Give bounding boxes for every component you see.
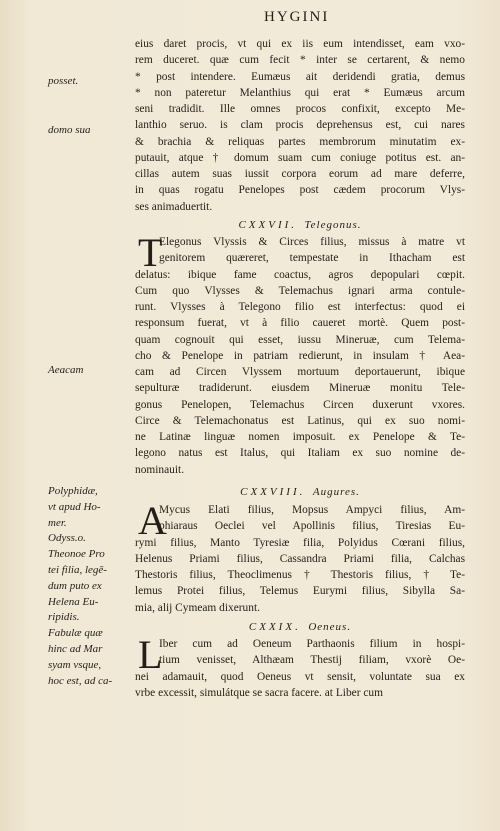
margin-line: Helena Eu- [48, 595, 99, 608]
section-heading-127 [135, 219, 465, 231]
text-line: nominauit. [135, 463, 185, 476]
text-line: Iber cum ad Oeneum Parthaonis filium in hospi- [159, 638, 465, 650]
text-line: * non pateretur Melanthius qui erat * Eumæus arcum [135, 86, 465, 99]
text-line: runt. Vlysses à Telegono filio est interfectus: quod ei [135, 301, 465, 313]
text-line: Cum quo Vlysses & Telemachus ignari arma contule- [135, 284, 465, 297]
margin-line: tei filia, legē- [48, 563, 107, 576]
text-line: in quas rogatu Penelopes post cædem procorum Vlys- [135, 184, 465, 197]
text-line: Helenus Priami filius, Cassandra Priami filia, Calchas [135, 552, 465, 565]
paragraph-telegonus [135, 230, 465, 478]
text-line: nei adamauit, quod Oeneus vt sensit, voluntate sua ex [135, 670, 465, 683]
section-heading-128 [135, 486, 465, 498]
drop-cap: A [138, 498, 167, 543]
margin-note: posset. [48, 75, 79, 87]
text-line: tium venisset, Althæam Thestij filiam, vxorè Oe- [159, 654, 465, 667]
text-line: phiaraus Oeclei vel Apollinis filius, Tiresias Eu- [159, 520, 465, 533]
section-number: CXXIX. [248, 621, 301, 633]
section-number: CXXVIII. [240, 486, 306, 498]
margin-line: vt apud Ho- [48, 500, 101, 513]
text-line: Elegonus Vlyssis & Circes filius, missus à matre vt [159, 236, 465, 248]
margin-note-block [48, 484, 132, 689]
running-header: HYGINI [264, 9, 330, 25]
margin-line: Polyphidæ, [48, 485, 98, 497]
margin-line: Odyss.o. [48, 532, 86, 545]
margin-line: syam vsque, [48, 658, 102, 671]
text-line: mia, alij Cymeam dixerunt. [135, 601, 260, 614]
text-line: ne Latinæ linguæ nomen imposuit. ex Penelope & Te- [135, 431, 465, 443]
margin-line: hoc est, ad ca- [48, 674, 113, 687]
margin-line: mer. [48, 516, 67, 529]
text-line: cillas autem suas iussit corpora eorum ad mare deferre, [135, 168, 465, 180]
text-line: vrbe excessit, simulátque se sacra facere. at Liber cum [135, 686, 383, 699]
section-number: CXXVII. [238, 219, 298, 231]
margin-line: Theonoe Pro [48, 548, 105, 561]
section-name: Augures. [312, 486, 360, 498]
text-line: eius daret procis, vt qui ex iis eum intendisset, eam vxo- [135, 38, 465, 50]
text-line: responsum fuerat, vt à filio caueret mortè. Quem post- [135, 317, 465, 330]
paragraph-augures [135, 498, 465, 616]
paragraph-odyssey-end [135, 36, 465, 215]
margin-note: domo sua [48, 124, 91, 136]
text-line: seni tradidit. Ille omnes procos confixit, excepto Me- [135, 103, 465, 115]
drop-cap: T [138, 230, 163, 275]
margin-line: hinc ad Mar [48, 642, 103, 655]
text-line: sepulturæ tradiderunt. eiusdem Mineruæ monitu Tele- [135, 382, 465, 395]
text-line: cho & Penelope in patriam redierunt, in insulam † Aea- [135, 349, 465, 362]
text-line: delatus: ibique fame coactus, agros depopulari cœpit. [135, 268, 465, 281]
text-line: rem duceret. quæ cum fecit * inter se certarent, & nemo [135, 54, 465, 67]
text-line: putauit, atque † domum suam cum coniuge potitus est. an- [135, 151, 465, 164]
section-heading-129 [135, 621, 465, 633]
text-line: quam cognouit qui esset, iussu Mineruæ, cum Telema- [135, 333, 465, 346]
margin-line: ripidis. [48, 611, 80, 624]
text-line: Circe & Telemachonatus est Latinus, qui ex suo nomi- [135, 414, 465, 427]
text-line: cam ad Circen Vlyssem mortuum deportauerunt, ibique [135, 366, 465, 378]
text-line: legono natus est Italus, qui Italiam ex suo nomine de- [135, 447, 465, 460]
text-line: Thestoris filius, Theoclimenus † Thestoris filius, † Te- [135, 569, 465, 581]
drop-cap: L [138, 632, 163, 677]
margin-line: Fabulæ quæ [48, 627, 103, 640]
text-line: genitorem quæreret, tempestate in Ithacham est [159, 252, 465, 265]
text-line: lanthio seruo. is clam procis deprehensus est, cui nares [135, 119, 465, 132]
text-line: * post intendere. Eumæus ait deridendi gratia, demus [135, 70, 465, 83]
text-line: rymi filius, Manto Tyresiæ filia, Polyidus Cœrani filius, [135, 536, 465, 549]
text-line: & brachia & reliquas partes membrorum minutatim ex- [135, 135, 465, 148]
section-name: Telegonus. [304, 219, 362, 231]
section-name: Oeneus. [308, 621, 352, 633]
text-line: Mycus Elati filius, Mopsus Ampyci filius, Am- [159, 504, 465, 516]
margin-note: Aeacam [48, 364, 84, 376]
text-line: lemus Protei filius, Telemus Eurymi filius, Sibylla Sa- [135, 585, 465, 598]
margin-line: dum puto ex [48, 579, 102, 592]
paragraph-oeneus [135, 632, 465, 701]
text-line: gonus Penelopen, Telemachus Circen duxerunt vxores. [135, 398, 465, 411]
text-line: ses animaduertit. [135, 200, 213, 213]
